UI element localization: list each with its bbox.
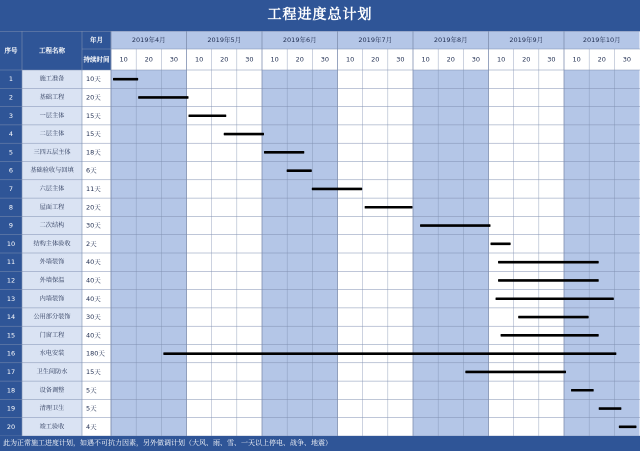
gantt-sheet	[0, 31, 640, 436]
day-tick-label: 10	[119, 55, 128, 64]
task-duration: 4天	[86, 422, 97, 431]
task-seq: 8	[8, 203, 14, 212]
task-name: 施工准备	[39, 75, 65, 83]
gantt-bar	[491, 243, 511, 246]
month-label: 2019年8月	[433, 36, 468, 44]
month-label: 2019年4月	[131, 36, 166, 44]
task-name: 基础工程	[39, 93, 65, 101]
gantt-bar	[189, 114, 227, 117]
task-duration: 40天	[86, 276, 101, 285]
task-name: 外墙装饰	[39, 258, 65, 266]
task-seq: 3	[8, 111, 14, 120]
task-duration: 11天	[86, 184, 101, 193]
task-seq: 12	[6, 276, 16, 285]
task-seq: 16	[6, 349, 16, 358]
day-tick-label: 30	[245, 55, 254, 64]
gantt-bar	[498, 279, 599, 282]
gantt-bar	[465, 371, 566, 374]
gantt-bar	[501, 334, 599, 337]
day-tick-label: 10	[194, 55, 204, 64]
gantt-bar	[365, 206, 413, 209]
day-tick-label: 10	[496, 55, 506, 64]
day-tick-label: 10	[572, 55, 581, 64]
task-duration: 20天	[86, 93, 101, 102]
task-name: 水电安装	[39, 350, 65, 358]
task-duration: 20天	[86, 203, 101, 212]
day-tick-label: 20	[295, 55, 304, 64]
day-tick-label: 30	[547, 55, 556, 64]
day-tick-label: 30	[471, 55, 481, 64]
gantt-bar	[312, 188, 362, 191]
task-name: 竣工验收	[39, 423, 65, 431]
task-name: 基础验收与回填	[30, 167, 74, 175]
day-tick-label: 30	[622, 55, 632, 64]
task-seq: 17	[6, 367, 16, 376]
task-duration: 30天	[86, 221, 101, 230]
task-seq: 13	[6, 294, 16, 303]
task-duration: 30天	[86, 313, 101, 322]
gantt-bar	[264, 151, 304, 154]
gantt-bar	[224, 133, 264, 136]
task-duration: 18天	[86, 148, 101, 157]
task-name: 清理卫生	[39, 405, 65, 413]
task-seq: 9	[8, 221, 14, 230]
task-duration: 180天	[86, 349, 105, 358]
task-seq: 6	[8, 166, 14, 175]
gantt-bar	[518, 316, 588, 319]
task-duration: 10天	[86, 75, 101, 84]
task-name: 二次结构	[39, 222, 65, 230]
gantt-bar	[496, 297, 614, 300]
footer-note: 此为正常施工进度计划，如遇不可抗力因素，另外做调计划（大风、雨、雪、一天以上停电、战争、地震）	[0, 436, 640, 451]
gantt-bar	[599, 407, 622, 410]
task-seq: 11	[6, 258, 16, 267]
task-seq: 4	[8, 130, 14, 139]
task-name: 外墙保温	[39, 276, 65, 284]
gantt-bar	[163, 352, 616, 355]
task-duration: 40天	[86, 294, 101, 303]
task-name: 一层主体	[39, 112, 65, 120]
page-title: 工程进度总计划	[0, 0, 640, 31]
task-name: 设备调整	[39, 386, 65, 394]
day-tick-label: 20	[522, 55, 531, 64]
day-tick-label: 20	[371, 55, 380, 64]
day-tick-label: 30	[396, 55, 405, 64]
seq-header: 序号	[4, 46, 18, 55]
month-label: 2019年9月	[509, 36, 544, 44]
task-seq: 20	[6, 422, 16, 431]
task-name: 三四五层主体	[33, 148, 71, 156]
gantt-bar	[287, 169, 312, 172]
task-name: 二层主体	[39, 130, 65, 138]
month-label: 2019年10月	[582, 36, 621, 44]
task-duration: 5天	[86, 404, 97, 413]
day-tick-label: 30	[169, 55, 179, 64]
gantt-bar	[619, 426, 637, 429]
task-seq: 10	[6, 239, 16, 248]
task-seq: 15	[6, 331, 16, 340]
month-label: 2019年6月	[282, 36, 317, 44]
month-label: 2019年7月	[358, 36, 393, 44]
task-name: 卫生间防水	[36, 368, 68, 376]
gantt-bar	[571, 389, 594, 392]
duration-header: 持续时间	[83, 55, 110, 64]
task-duration: 15天	[86, 367, 101, 376]
name-header: 工程名称	[39, 46, 65, 55]
task-seq: 1	[8, 75, 14, 84]
day-tick-label: 10	[421, 55, 430, 64]
task-duration: 15天	[86, 130, 101, 139]
day-tick-label: 20	[446, 55, 455, 64]
gantt-bar	[420, 224, 490, 227]
task-seq: 18	[6, 386, 16, 395]
task-name: 门窗工程	[39, 331, 65, 339]
task-name: 屋面工程	[39, 203, 65, 211]
task-name: 公用部分装饰	[33, 313, 71, 321]
day-tick-label: 20	[220, 55, 229, 64]
gantt-bar	[138, 96, 188, 99]
task-seq: 5	[8, 148, 14, 157]
day-tick-label: 20	[597, 55, 606, 64]
gantt-bar	[498, 261, 599, 264]
day-tick-label: 30	[320, 55, 330, 64]
task-duration: 6天	[86, 166, 97, 175]
task-name: 内墙装饰	[39, 295, 65, 303]
day-tick-label: 20	[144, 55, 153, 64]
task-name: 结构主体验收	[33, 240, 71, 248]
task-duration: 40天	[86, 331, 101, 340]
day-tick-label: 10	[270, 55, 279, 64]
gantt-bar	[113, 78, 138, 81]
day-tick-label: 10	[345, 55, 355, 64]
task-duration: 5天	[86, 386, 97, 395]
task-duration: 2天	[86, 239, 97, 248]
task-seq: 7	[8, 184, 14, 193]
year-month-header: 年月	[90, 36, 103, 44]
task-seq: 14	[6, 313, 16, 322]
task-name: 六层主体	[39, 185, 65, 193]
month-label: 2019年5月	[207, 36, 242, 44]
task-duration: 40天	[86, 258, 101, 267]
task-seq: 19	[6, 404, 16, 413]
task-seq: 2	[8, 93, 14, 102]
task-duration: 15天	[86, 111, 101, 120]
